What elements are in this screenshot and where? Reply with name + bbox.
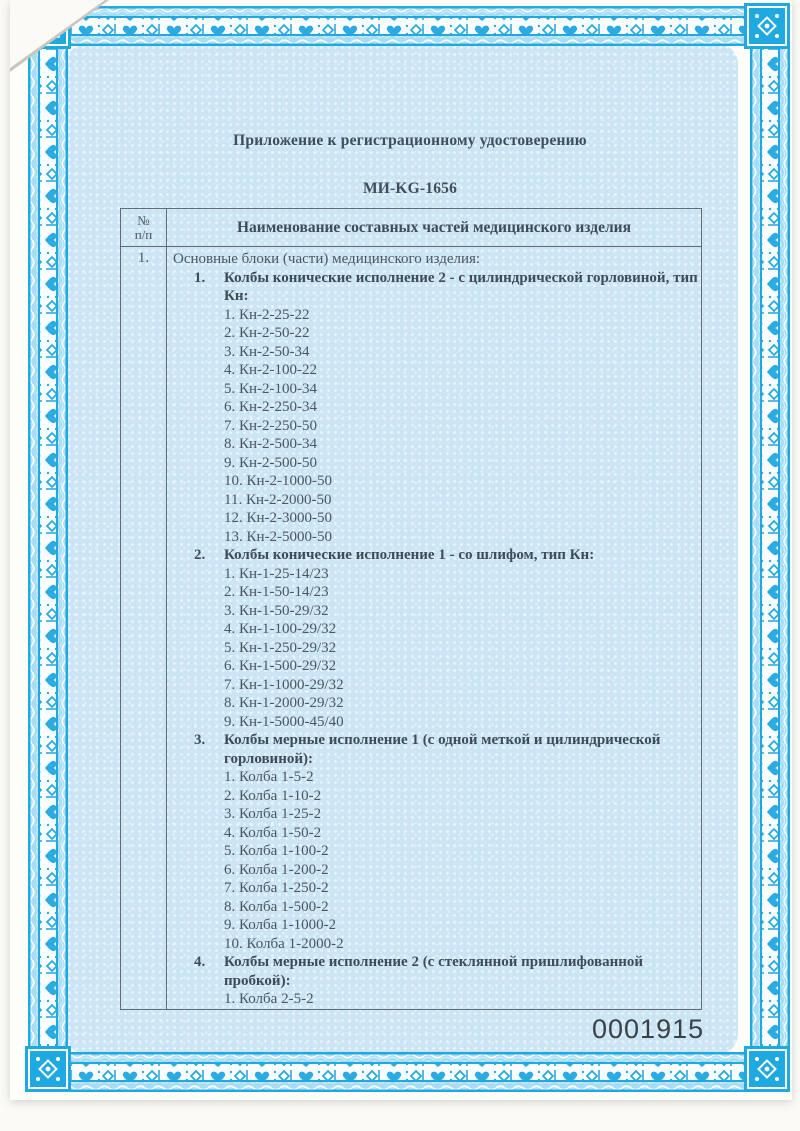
corner-ornament-icon [744, 3, 790, 49]
part-number-item: 4. Колба 1-50-2 [224, 824, 322, 841]
group-items [224, 990, 701, 1009]
part-number-item: 7. Колба 1-250-2 [224, 880, 329, 896]
part-number-item: 12. Кн-2-3000-50 [224, 510, 333, 526]
part-number-item: 9. Кн-1-5000-45/40 [224, 713, 344, 730]
part-number-item: 5. Кн-2-100-34 [224, 380, 318, 397]
corner-ornament-icon [744, 1046, 790, 1092]
group-heading: Колбы мерные исполнение 2 (с стеклянной пришлифованной пробкой): [224, 954, 644, 989]
part-number-item: 9. Колба 1-1000-2 [224, 917, 337, 933]
part-number-item: 10. Кн-2-1000-50 [224, 473, 333, 489]
part-number-item: 13. Кн-2-5000-50 [224, 528, 333, 545]
part-number-item: 3. Колба 1-25-2 [224, 806, 322, 822]
part-number-item: 1. Колба 1-5-2 [224, 769, 314, 785]
component-group [167, 953, 701, 1009]
part-number-item: 5. Колба 1-100-2 [224, 843, 329, 859]
registration-number: МИ-KG-1656 [362, 180, 458, 197]
part-number-item: 9. Кн-2-500-50 [224, 454, 318, 471]
table-header-row [121, 209, 701, 247]
group-number: 3. [194, 732, 206, 748]
part-number-item: 2. Кн-2-50-22 [224, 325, 310, 341]
row-content-cell [167, 247, 701, 1009]
part-number-item: 4. Кн-1-100-29/32 [224, 621, 337, 637]
table-header-name: Наименование составных частей медицинского изделия [236, 218, 631, 236]
part-number-item: 8. Кн-2-500-34 [224, 436, 318, 452]
part-number-item: 8. Кн-1-2000-29/32 [224, 695, 344, 711]
ornamental-border-top [28, 6, 790, 46]
part-number-item: 11. Кн-2-2000-50 [224, 491, 332, 508]
table-body-row [121, 247, 701, 1009]
part-number-item: 4. Кн-2-100-22 [224, 362, 318, 378]
part-number-item: 1. Кн-1-25-14/23 [224, 565, 329, 582]
row-intro-text: Основные блоки (части) медицинского изделия: [173, 251, 481, 267]
part-number-item: 7. Кн-2-250-50 [224, 417, 318, 434]
component-group [167, 546, 701, 731]
certificate-page [10, 0, 792, 1100]
group-heading: Колбы конические исполнение 2 - с цилиндрической горловиной, тип Кн: [224, 269, 698, 304]
part-number-item: 7. Кн-1-1000-29/32 [224, 676, 344, 693]
group-items [224, 565, 701, 732]
part-number-item: 2. Кн-1-50-14/23 [224, 584, 329, 600]
document-title: Приложение к регистрационному удостоверению [233, 132, 587, 149]
part-number-item: 5. Кн-1-250-29/32 [224, 639, 337, 656]
group-heading: Колбы конические исполнение 1 - со шлифом, тип Кн: [224, 547, 595, 563]
part-number-item: 6. Кн-1-500-29/32 [224, 658, 337, 674]
group-items [224, 306, 701, 547]
ornamental-border-left [28, 6, 68, 1092]
part-number-item: 6. Кн-2-250-34 [224, 399, 318, 415]
row-number-cell: 1. [121, 247, 167, 1009]
component-group [167, 731, 701, 953]
group-number: 4. [194, 954, 206, 970]
group-number: 1. [194, 269, 206, 286]
corner-ornament-icon [25, 1046, 71, 1092]
group-heading: Колбы мерные исполнение 1 (с одной меткой и цилиндрической горловиной): [224, 732, 661, 767]
group-number: 2. [194, 547, 206, 563]
part-number-item: 8. Колба 1-500-2 [224, 898, 329, 915]
header-no-line1: № [137, 212, 150, 228]
part-number-item: 1. Колба 2-5-2 [224, 991, 314, 1007]
serial-number: 0001915 [592, 1014, 705, 1044]
part-number-item: 3. Кн-1-50-29/32 [224, 602, 329, 619]
part-number-item: 6. Колба 1-200-2 [224, 861, 329, 878]
part-number-item: 1. Кн-2-25-22 [224, 306, 310, 323]
header-no-line2: п/п [134, 226, 153, 242]
component-group [167, 269, 701, 547]
part-number-item: 3. Кн-2-50-34 [224, 343, 310, 360]
ornamental-border-bottom [28, 1052, 790, 1092]
ornamental-border-right [750, 6, 790, 1092]
part-number-item: 10. Колба 1-2000-2 [224, 935, 344, 952]
component-groups [167, 269, 701, 1009]
part-number-item: 2. Колба 1-10-2 [224, 787, 322, 804]
table-header-number [121, 209, 167, 246]
group-items [224, 768, 701, 953]
components-table [120, 208, 702, 1010]
